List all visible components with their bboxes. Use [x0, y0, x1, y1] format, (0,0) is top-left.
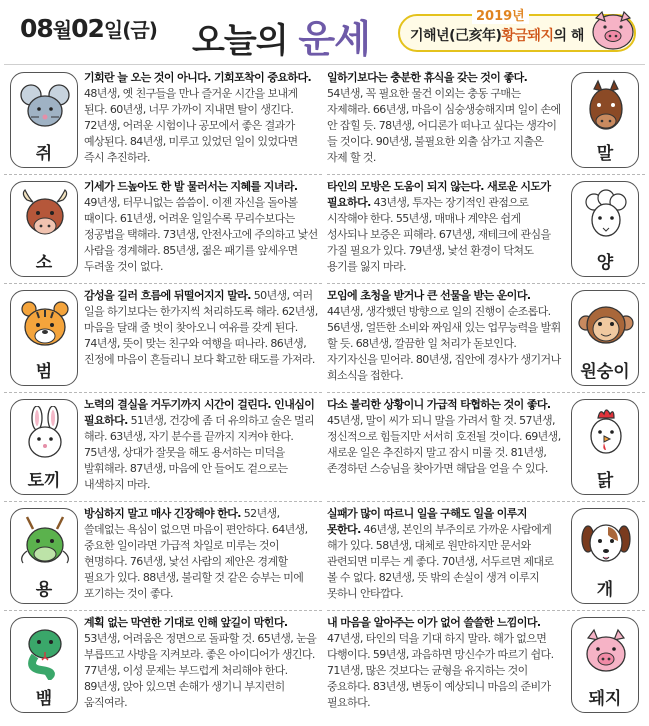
- fortune-entry-dragon: [4, 502, 322, 611]
- monkey-icon: [578, 297, 634, 353]
- fortune-body: 44년생, 생각했던 방향으로 일의 진행이 순조롭다. 56년생, 얼뜬한 소비와 짜임새 있는 업무능력을 발휘 할 듯. 68년생, 깔끔한 일 처리가 돋보인다. 자기자신을 믿어라. 80년생, 집안에 경사가 생기거나 희소식을 접한다.: [327, 305, 561, 382]
- fortune-body: 47년생, 타인의 덕을 기대 하지 말라. 해가 없으면 다행이다. 59년생, 과음하면 망신수가 따르기 쉽다. 71년생, 많은 것보다는 균형을 유지하는 것이 중요하다. 83년생, 변동이 예상되니 마음의 준비가 필요하다.: [327, 632, 554, 709]
- fortune-body: 50년생, 여러 일을 하기보다는 한가지씩 처리하도록 해라. 62년생, 마음을 달래 줄 벗이 찾아오니 여유를 갖게 된다. 74년생, 뜻이 맞는 친구와 여행을 떠나라. 86년생, 진정에 마음이 흔들리니 보다 확고한 태도를 가져라.: [84, 289, 318, 366]
- zodiac-name: 돼지: [588, 689, 622, 709]
- fortune-entry-rooster: [327, 393, 645, 502]
- zodiac-card: [571, 181, 639, 277]
- zodiac-card: [10, 399, 78, 495]
- fortune-text: [327, 70, 563, 166]
- day-value: 02: [71, 14, 104, 43]
- weekday: (금): [122, 18, 157, 42]
- fortune-entry-tiger: [4, 284, 322, 393]
- header: [0, 0, 649, 62]
- fortune-headline: 기회란 늘 오는 것이 아니다. 기회포착이 중요하다.: [84, 71, 312, 84]
- fortune-headline: 감성을 길러 흐름에 뒤떨어지지 말라.: [84, 289, 251, 302]
- fortune-headline: 모임에 초청을 받거나 큰 선물을 받는 운이다.: [327, 289, 531, 302]
- year-text: [410, 25, 584, 45]
- zodiac-card: [10, 290, 78, 386]
- pig-icon: [578, 624, 634, 680]
- date-label: [20, 14, 157, 43]
- fortune-entry-pig: [327, 611, 645, 720]
- fortune-entry-monkey: [327, 284, 645, 393]
- year-text-gold: 황금돼지: [501, 28, 554, 44]
- zodiac-name: 쥐: [35, 144, 53, 164]
- rooster-icon: [578, 406, 634, 462]
- zodiac-name: 용: [35, 580, 53, 600]
- fortune-text: [84, 397, 320, 493]
- fortune-text: [84, 615, 320, 711]
- fortune-text: [327, 397, 563, 477]
- fortune-body: 53년생, 어려움은 정면으로 돌파할 것. 65년생, 눈을 부릅뜨고 사방을 지켜보라. 좋은 아이디어가 생긴다. 77년생, 이성 문제는 부드럽게 처리해야 한다. 89년생, 앉아 있으면 손해가 생기니 부지런히 움직여라.: [84, 632, 317, 709]
- zodiac-card: [10, 617, 78, 713]
- fortune-text: [84, 70, 320, 166]
- fortune-text: [327, 506, 563, 602]
- zodiac-name: 양: [596, 253, 614, 273]
- fortune-entry-rat: [4, 66, 322, 175]
- fortune-text: [327, 288, 563, 384]
- dog-icon: [578, 515, 634, 571]
- tiger-icon: [17, 297, 73, 353]
- fortune-headline: 계획 없는 막연한 기대로 인해 앞길이 막힌다.: [84, 616, 288, 629]
- fortune-entry-ox: [4, 175, 322, 284]
- fortune-body: 49년생, 터무니없는 씀씀이. 이젠 자신을 돌아볼 때이다. 61년생, 어려운 일일수록 무리수보다는 정공법을 택해라. 73년생, 안전사고에 주의하고 낯선 사람을 경계해라. 85년생, 젊은 패기를 앞세우면 두려울 것이 없다.: [84, 196, 318, 273]
- zodiac-name: 개: [596, 580, 614, 600]
- fortune-text: [84, 288, 320, 368]
- fortune-text: [84, 506, 320, 602]
- zodiac-name: 원숭이: [580, 362, 630, 382]
- fortune-entry-dog: [327, 502, 645, 611]
- fortune-entry-horse: [327, 66, 645, 175]
- horse-icon: [578, 79, 634, 135]
- header-divider: [4, 64, 645, 65]
- page-title: [192, 8, 370, 63]
- fortune-entry-rabbit: [4, 393, 322, 502]
- fortune-headline: 내 마음을 알아주는 이가 없어 쓸쓸한 느낌이다.: [327, 616, 541, 629]
- fortune-headline: 실패가 많이 따르니 일을 구해도 일을 이루지 못한다.: [327, 507, 527, 536]
- zodiac-card: [10, 508, 78, 604]
- year-text-2: 의 해: [553, 28, 584, 44]
- year-text-1: 기해년(己亥年): [410, 28, 502, 44]
- snake-icon: [17, 624, 73, 680]
- fortune-headline: 다소 불리한 상황이니 가급적 타협하는 것이 좋다.: [327, 398, 551, 411]
- fortune-headline: 기세가 드높아도 한 발 물러서는 지혜를 지녀라.: [84, 180, 298, 193]
- fortune-entry-sheep: [327, 175, 645, 284]
- zodiac-name: 범: [35, 362, 53, 382]
- fortune-text: [327, 179, 563, 275]
- fortune-body: 51년생, 건강에 좀 더 유의하고 술은 멀리 해라. 63년생, 자기 분수를 끝까지 지켜야 한다. 75년생, 상대가 잘못을 해도 용서하는 미덕을 발휘해라. 87년생, 마음에 안 들어도 겉으로는 내색하지 마라.: [84, 414, 315, 491]
- zodiac-name: 말: [596, 144, 614, 164]
- zodiac-name: 소: [35, 253, 53, 273]
- fortune-text: [327, 615, 563, 711]
- sheep-icon: [578, 188, 634, 244]
- zodiac-card: [10, 181, 78, 277]
- fortune-body: 45년생, 말이 씨가 되니 말을 가려서 할 것. 57년생, 정신적으로 힘들지만 서서히 호전될 것이다. 69년생, 새로운 일은 추진하지 말고 잠시 미룰 것. 81년생, 존경하던 스승님을 찾아가면 해답을 얻을 수 있다.: [327, 414, 561, 475]
- fortune-headline: 방심하지 말고 매사 긴장해야 한다.: [84, 507, 241, 520]
- zodiac-card: [571, 508, 639, 604]
- zodiac-card: [571, 72, 639, 168]
- rat-icon: [17, 79, 73, 135]
- month-unit: 월: [52, 18, 72, 42]
- fortune-body: 54년생, 꼭 필요한 물건 이외는 충동 구매는 자제해라. 66년생, 마음이 심숭생숭해지며 일이 손에 안 잡힐 듯. 78년생, 어디론가 떠나고 싶다는 생각이 들 것이다. 90년생, 불필요한 외출 삼가고 지출은 자제 할 것.: [327, 87, 561, 164]
- month-value: 08: [20, 14, 53, 43]
- fortune-body: 46년생, 본인의 부주의로 가까운 사람에게 해가 있다. 58년생, 대체로 원만하지만 문서와 관련되면 미루는 게 좋다. 70년생, 서두르면 제대로 볼 수 없다. 82년생, 뜻 밖의 손실이 생겨 이루지 못하니 안타깝다.: [327, 523, 554, 600]
- fortune-headline: 일하기보다는 충분한 휴식을 갖는 것이 좋다.: [327, 71, 528, 84]
- zodiac-card: [571, 617, 639, 713]
- fortune-headline: 타인의 모방은 도움이 되지 않는다. 새로운 시도가 필요하다.: [327, 180, 551, 209]
- zodiac-card: [10, 72, 78, 168]
- dragon-icon: [17, 515, 73, 571]
- zodiac-card: [571, 290, 639, 386]
- fortune-body: 48년생, 옛 친구들을 만나 즐거운 시간을 보내게 된다. 60년생, 너무 가까이 지내면 탈이 생긴다. 72년생, 어려운 시험이나 공모에서 좋은 결과가 예상된다. 84년생, 미루고 있었던 일이 있었다면 즉시 추진하라.: [84, 87, 298, 164]
- pig-badge-icon: [588, 8, 638, 52]
- fortune-body: 52년생, 쓸데없는 욕심이 없으면 마음이 편안하다. 64년생, 중요한 일이라면 가급적 차일로 미루는 것이 현명하다. 76년생, 낯선 사람의 제안은 경계할 필요가 있다. 88년생, 불리할 것 같은 승부는 미에 포기하는 것이 좋다.: [84, 507, 308, 600]
- fortune-text: [84, 179, 320, 275]
- fortune-entry-snake: [4, 611, 322, 720]
- fortune-headline: 노력의 결실을 거두기까지 시간이 걸린다. 인내심이 필요하다.: [84, 398, 315, 427]
- zodiac-name: 닭: [596, 471, 614, 491]
- zodiac-card: [571, 399, 639, 495]
- title-prefix: 오늘의: [192, 21, 288, 61]
- fortune-body: 43년생, 투자는 장기적인 관점으로 시작해야 한다. 55년생, 매매나 계약은 쉽게 성사되나 보증은 피해라. 67년생, 재테크에 관심을 가질 필요가 있다. 79년생, 낯선 환경이 닥쳐도 용기를 잃지 마라.: [327, 196, 551, 273]
- zodiac-name: 토끼: [27, 471, 61, 491]
- year-badge: 2019년: [472, 5, 529, 24]
- ox-icon: [17, 188, 73, 244]
- zodiac-name: 뱀: [35, 689, 53, 709]
- rabbit-icon: [17, 406, 73, 462]
- title-main: 운세: [298, 17, 370, 61]
- day-unit: 일: [103, 18, 123, 42]
